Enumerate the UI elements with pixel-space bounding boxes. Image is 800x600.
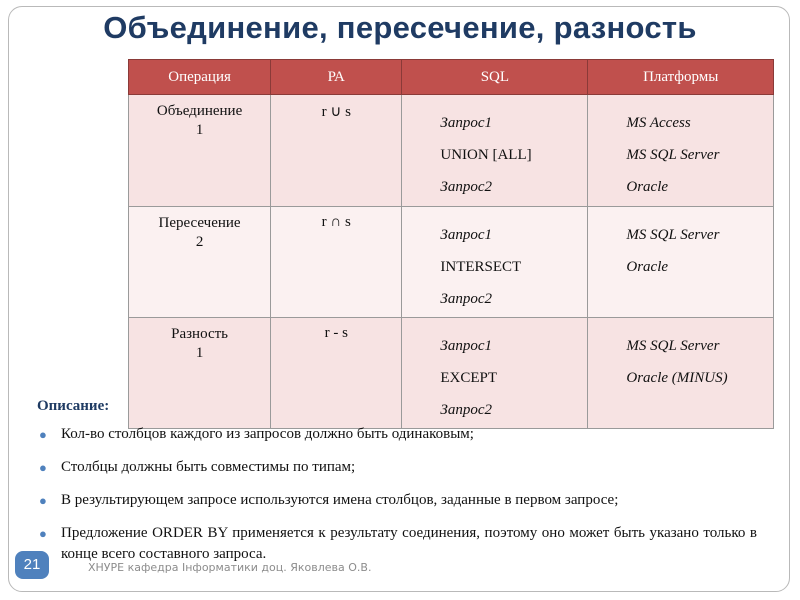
page-number-badge: 21 [15,551,49,579]
cell-sql [402,207,588,318]
list-item [37,523,757,565]
cell-sql [402,95,588,207]
sql-query1: Запрос1 [440,115,492,131]
platform-item: MS SQL Server [626,227,720,243]
list-item-text: Предложение ORDER BY применяется к результату соединения, поэтому оно может быть указано только в конце всего составного запроса. [61,525,757,562]
table-row-intersect [129,207,774,318]
slide-title: Объединение, пересечение, разность [103,10,697,45]
platform-item: MS SQL Server [626,338,720,354]
header-operation: Операция [129,60,271,95]
operation-name: Объединение [156,103,243,119]
platform-item: MS Access [626,115,691,131]
operation-number: 1 [195,122,204,138]
header-ra: РА [271,60,402,95]
cell-ra: r ∪ s [271,95,402,207]
list-item [37,457,757,478]
operation-name: Пересечение [158,215,241,231]
description-list [37,424,757,565]
sql-keyword: INTERSECT [440,259,522,275]
sql-query2: Запрос2 [440,402,492,418]
header-platforms: Платформы [588,60,774,95]
bullet-icon: ● [39,427,47,442]
cell-operation [129,95,271,207]
sql-query1: Запрос1 [440,227,492,243]
platform-item: MS SQL Server [626,147,720,163]
sql-query1: Запрос1 [440,338,492,354]
platform-item: Oracle (MINUS) [626,370,728,386]
cell-operation [129,207,271,318]
sql-keyword: UNION [ALL] [440,147,532,163]
platform-item: Oracle [626,259,669,275]
list-item [37,424,757,445]
platform-item: Oracle [626,179,669,195]
bullet-icon: ● [39,493,47,508]
bullet-icon: ● [39,460,47,475]
sql-query2: Запрос2 [440,179,492,195]
operation-number: 2 [195,234,204,250]
list-item-text: В результирующем запросе используются имена столбцов, заданные в первом запросе; [61,492,619,508]
cell-platforms [588,95,774,207]
cell-platforms [588,207,774,318]
list-item-text: Столбцы должны быть совместимы по типам; [61,459,356,475]
description-block [37,398,757,577]
table-header-row [129,60,774,95]
sql-keyword: EXCEPT [440,370,498,386]
header-sql: SQL [402,60,588,95]
footer-text: ХНУРЕ кафедра Інформатики доц. Яковлева О.В. [88,561,372,574]
operation-number: 1 [195,345,204,361]
operations-table [128,59,774,429]
cell-ra: r ∩ s [271,207,402,318]
list-item [37,490,757,511]
sql-query2: Запрос2 [440,291,492,307]
bullet-icon: ● [39,526,47,541]
operation-name: Разность [171,326,229,342]
description-heading: Описание: [37,398,110,414]
list-item-text: Кол-во столбцов каждого из запросов должно быть одинаковым; [61,426,474,442]
table-row-union [129,95,774,207]
cell-ra: r - s [271,318,402,429]
